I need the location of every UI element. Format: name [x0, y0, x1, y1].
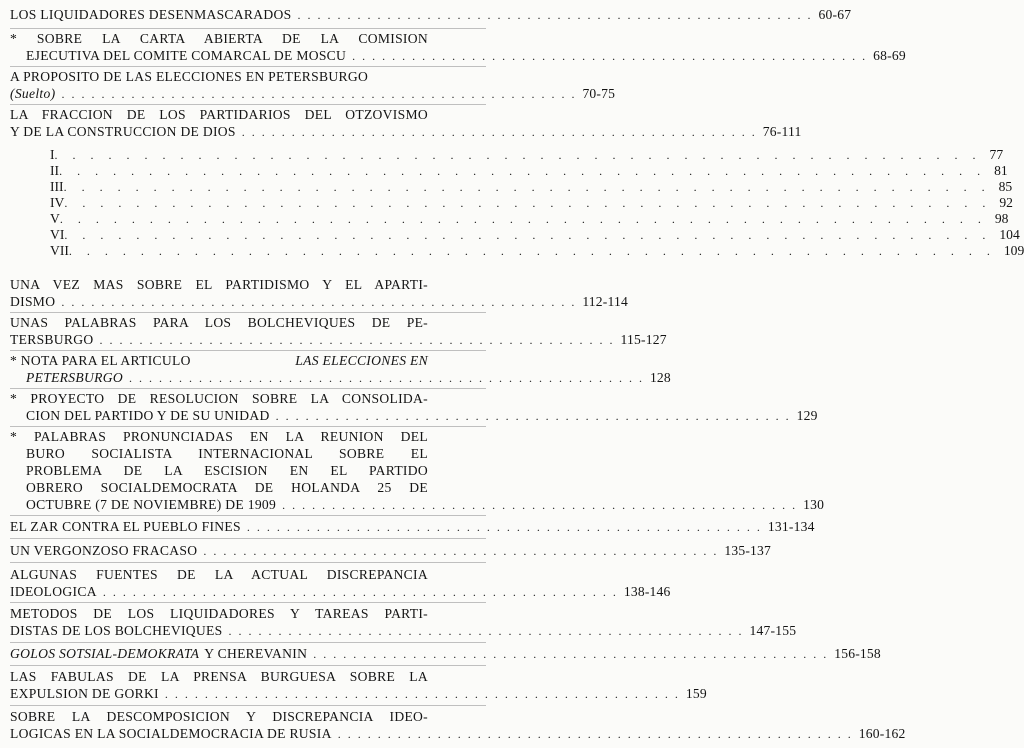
chapter-row: [10, 227, 1020, 243]
entry-title: LA FRACCION DE LOS PARTIDARIOS DEL OTZOVISMO: [10, 107, 428, 122]
dot-leader: . . . . . . . . . . . . . . . . . . . . . . . . . . . . . . . . . . . . . . . . . . . . . . . . . . . .: [352, 49, 868, 63]
dot-leader: . . . . . . . . . . . . . . . . . . . . . . . . . . . . . . . . . . . . . . . . . . . . . . . . . . . .: [59, 212, 987, 226]
divider: [10, 426, 486, 427]
page-number: 68-69: [873, 48, 906, 63]
chapter-row: [10, 163, 1008, 179]
divider: [10, 665, 486, 666]
dot-leader: . . . . . . . . . . . . . . . . . . . . . . . . . . . . . . . . . . . . . . . . . . . . . . . . . . . .: [246, 520, 762, 534]
entry-title: Y DE LA CONSTRUCCION DE DIOS: [10, 124, 236, 139]
divider: [10, 602, 486, 603]
dot-leader: . . . . . . . . . . . . . . . . . . . . . . . . . . . . . . . . . . . . . . . . . . . . . . . . . . . .: [164, 687, 680, 701]
chapter-row: [10, 195, 1013, 211]
page-number: 98: [994, 211, 1009, 226]
dot-leader: . . . . . . . . . . . . . . . . . . . . . . . . . . . . . . . . . . . . . . . . . . . . . . . . . . . .: [275, 409, 791, 423]
entry-title: DISMO: [10, 294, 56, 309]
entry-title: DISTAS DE LOS BOLCHEVIQUES: [10, 623, 223, 638]
divider: [10, 312, 486, 313]
divider: [10, 705, 486, 706]
page-number: 109: [1003, 243, 1024, 258]
page-number: 156-158: [834, 646, 881, 661]
entry-subtitle: (Suelto): [10, 86, 56, 101]
toc-entry: [10, 68, 616, 102]
toc-entry: [10, 6, 852, 23]
entry-title-italic: PETERSBURGO: [26, 370, 123, 385]
toc-entry: [10, 645, 881, 662]
toc-entry: [10, 276, 629, 310]
dot-leader: . . . . . . . . . . . . . . . . . . . . . . . . . . . . . . . . . . . . . . . . . . . . . . . . . . . .: [102, 585, 618, 599]
divider: [10, 538, 486, 539]
divider: [10, 350, 486, 351]
entry-title: OBRERO SOCIALDEMOCRATA DE HOLANDA 25 DE: [26, 480, 428, 495]
toc-entry: [10, 708, 906, 742]
chapter-row: [10, 211, 1009, 227]
page-number: 135-137: [724, 543, 772, 558]
entry-title: UN VERGONZOSO FRACASO: [10, 543, 198, 558]
page-number: 131-134: [767, 519, 815, 534]
entry-title: LOS LIQUIDADORES DESENMASCARADOS: [10, 7, 292, 22]
entry-title-italic: GOLOS SOTSIAL-DEMOKRATA: [10, 646, 200, 661]
divider: [10, 66, 486, 67]
chapter-row: [10, 147, 1004, 163]
dot-leader: . . . . . . . . . . . . . . . . . . . . . . . . . . . . . . . . . . . . . . . . . . . . . . . . . . . .: [297, 8, 813, 22]
entry-title: Y CHEREVANIN: [204, 646, 308, 661]
entry-title: LAS FABULAS DE LA PRENSA BURGUESA SOBRE LA: [10, 669, 428, 684]
divider: [10, 515, 486, 516]
page-number: 128: [649, 370, 671, 385]
toc-entry: [10, 352, 671, 386]
entry-title: * PROYECTO DE RESOLUCION SOBRE LA CONSOLIDA-: [10, 391, 428, 406]
entry-title: UNAS PALABRAS PARA LOS BOLCHEVIQUES DE PE-: [10, 315, 428, 330]
entry-title: METODOS DE LOS LIQUIDADORES Y TAREAS PARTI-: [10, 606, 428, 621]
toc-entry: [10, 518, 815, 535]
toc-entry: [10, 390, 818, 424]
dot-leader: . . . . . . . . . . . . . . . . . . . . . . . . . . . . . . . . . . . . . . . . . . . . . . . . . . . .: [128, 371, 644, 385]
dot-leader: . . . . . . . . . . . . . . . . . . . . . . . . . . . . . . . . . . . . . . . . . . . . . . . . . . . .: [68, 244, 996, 258]
toc-entry: [10, 314, 667, 348]
entry-title-italic: LAS ELECCIONES EN: [295, 353, 428, 368]
entry-title: CION DEL PARTIDO Y DE SU UNIDAD: [26, 408, 270, 423]
entry-title: IDEOLOGICA: [10, 584, 97, 599]
entry-title: OCTUBRE (7 DE NOVIEMBRE) DE 1909: [26, 497, 277, 512]
entry-title: PROBLEMA DE LA ESCISION EN EL PARTIDO: [26, 463, 428, 478]
dot-leader: . . . . . . . . . . . . . . . . . . . . . . . . . . . . . . . . . . . . . . . . . . . . . . . . . . . .: [99, 333, 615, 347]
page-number: 159: [685, 686, 707, 701]
chapter-number: IV: [50, 195, 65, 210]
entry-title: TERSBURGO: [10, 332, 94, 347]
divider: [10, 388, 486, 389]
page-number: 115-127: [620, 332, 667, 347]
toc-entry: [10, 106, 802, 140]
entry-title: * SOBRE LA CARTA ABIERTA DE LA COMISION: [10, 31, 428, 46]
divider: [10, 104, 486, 105]
dot-leader: . . . . . . . . . . . . . . . . . . . . . . . . . . . . . . . . . . . . . . . . . . . . . . . . . . . .: [337, 727, 853, 741]
page-number: 76-111: [762, 124, 802, 139]
divider: [10, 642, 486, 643]
entry-title: SOBRE LA DESCOMPOSICION Y DISCREPANCIA IDEO-: [10, 709, 428, 724]
toc-entry: [10, 428, 825, 513]
dot-leader: . . . . . . . . . . . . . . . . . . . . . . . . . . . . . . . . . . . . . . . . . . . . . . . . . . . .: [64, 228, 992, 242]
page-number: 70-75: [582, 86, 616, 101]
dot-leader: . . . . . . . . . . . . . . . . . . . . . . . . . . . . . . . . . . . . . . . . . . . . . . . . . . . .: [61, 295, 577, 309]
page-number: 129: [796, 408, 818, 423]
page-number: 81: [994, 163, 1008, 178]
entry-title: ALGUNAS FUENTES DE LA ACTUAL DISCREPANCIA: [10, 567, 428, 582]
toc-entry: [10, 542, 772, 559]
entry-title: * NOTA PARA EL ARTICULO: [10, 353, 191, 368]
page-number: 85: [998, 179, 1013, 194]
entry-title: EJECUTIVA DEL COMITE COMARCAL DE MOSCU: [26, 48, 347, 63]
divider: [10, 28, 486, 29]
entry-title: * PALABRAS PRONUNCIADAS EN LA REUNION DEL: [10, 429, 428, 444]
toc-entry: [10, 30, 906, 64]
dot-leader: . . . . . . . . . . . . . . . . . . . . . . . . . . . . . . . . . . . . . . . . . . . . . . . . . . . .: [203, 544, 719, 558]
chapter-number: I: [50, 147, 55, 162]
page-number: 104: [999, 227, 1020, 242]
dot-leader: . . . . . . . . . . . . . . . . . . . . . . . . . . . . . . . . . . . . . . . . . . . . . . . . . . . .: [282, 498, 798, 512]
page-number: 112-114: [582, 294, 629, 309]
page-number: 92: [999, 195, 1013, 210]
chapter-row: [10, 179, 1013, 195]
entry-title: EXPULSION DE GORKI: [10, 686, 159, 701]
toc-entry: [10, 566, 671, 600]
dot-leader: . . . . . . . . . . . . . . . . . . . . . . . . . . . . . . . . . . . . . . . . . . . . . . . . . . . .: [59, 164, 987, 178]
page-number: 77: [989, 147, 1004, 162]
chapter-number: V: [50, 211, 60, 226]
chapter-number: VI: [50, 227, 65, 242]
dot-leader: . . . . . . . . . . . . . . . . . . . . . . . . . . . . . . . . . . . . . . . . . . . . . . . . . . . .: [241, 125, 757, 139]
entry-title: EL ZAR CONTRA EL PUEBLO FINES: [10, 519, 241, 534]
entry-title: UNA VEZ MAS SOBRE EL PARTIDISMO Y EL APARTI-: [10, 277, 428, 292]
dot-leader: . . . . . . . . . . . . . . . . . . . . . . . . . . . . . . . . . . . . . . . . . . . . . . . . . . . .: [54, 148, 982, 162]
chapter-row: [10, 243, 1024, 259]
entry-title: A PROPOSITO DE LAS ELECCIONES EN PETERSBURGO: [10, 69, 369, 84]
toc-entry: [10, 668, 707, 702]
chapter-number: III: [50, 179, 64, 194]
chapter-number: VII: [50, 243, 69, 258]
dot-leader: . . . . . . . . . . . . . . . . . . . . . . . . . . . . . . . . . . . . . . . . . . . . . . . . . . . .: [64, 196, 992, 210]
dot-leader: . . . . . . . . . . . . . . . . . . . . . . . . . . . . . . . . . . . . . . . . . . . . . . . . . . . .: [313, 647, 829, 661]
dot-leader: . . . . . . . . . . . . . . . . . . . . . . . . . . . . . . . . . . . . . . . . . . . . . . . . . . . .: [228, 624, 744, 638]
page-number: 160-162: [858, 726, 906, 741]
page-number: 138-146: [623, 584, 671, 599]
toc-entry: [10, 605, 797, 639]
chapter-number: II: [50, 163, 60, 178]
page-number: 60-67: [818, 7, 852, 22]
divider: [10, 562, 486, 563]
page-number: 147-155: [749, 623, 797, 638]
dot-leader: . . . . . . . . . . . . . . . . . . . . . . . . . . . . . . . . . . . . . . . . . . . . . . . . . . . .: [61, 87, 577, 101]
entry-title: BURO SOCIALISTA INTERNACIONAL SOBRE EL: [26, 446, 428, 461]
page-number: 130: [803, 497, 825, 512]
entry-title: LOGICAS EN LA SOCIALDEMOCRACIA DE RUSIA: [10, 726, 332, 741]
dot-leader: . . . . . . . . . . . . . . . . . . . . . . . . . . . . . . . . . . . . . . . . . . . . . . . . . . . .: [63, 180, 991, 194]
